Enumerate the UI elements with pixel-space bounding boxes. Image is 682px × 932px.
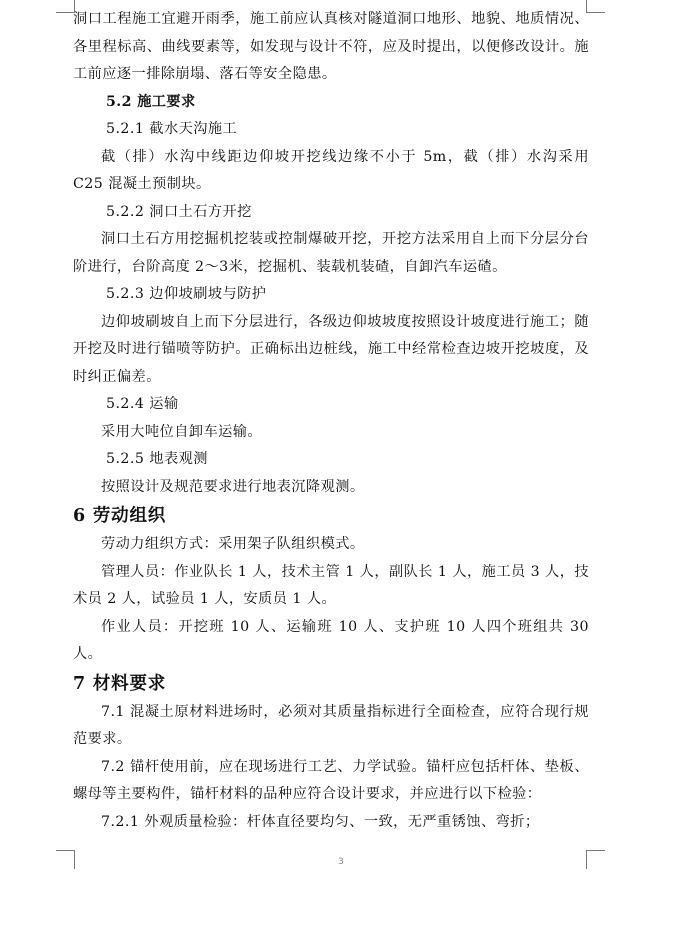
paragraph-5-2-5: 按照设计及规范要求进行地表沉降观测。: [101, 478, 365, 495]
paragraph-5-2-2: 洞口土石方用挖掘机挖装或控制爆破开挖，开挖方法采用自上而下分层分台阶进行，台阶高度 2～3米，挖掘机、装载机装碴，自卸汽车运碴。: [73, 231, 589, 275]
paragraph-portal-preparation: 洞口工程施工宜避开雨季，施工前应认真核对隧道洞口地形、地貌、地质情况、各里程标高、曲线要素等，如发现与设计不符，应及时提出，以便修改设计。施工前应逐一排除崩塌、落石等安全隐患。: [73, 11, 589, 82]
paragraph-7-1: 7.1 混凝土原材料进场时，必须对其质量指标进行全面检查，应符合现行规范要求。: [73, 703, 589, 747]
paragraph-5-2-3: 边仰坡刷坡自上而下分层进行，各级边仰坡坡度按照设计坡度进行施工；随开挖及时进行锚喷等防护。正确标出边桩线，施工中经常检查边坡开挖坡度，及时纠正偏差。: [73, 313, 589, 385]
heading-5-2: 5.2 施工要求: [106, 93, 196, 110]
subheading-5-2-3: 5.2.3 边仰坡刷坡与防护: [106, 286, 267, 302]
paragraph-7-2: 7.2 锚杆使用前，应在现场进行工艺、力学试验。锚杆应包括杆体、垫板、螺母等主要构件，锚杆材料的品种应符合设计要求，并应进行以下检验：: [73, 758, 589, 802]
heading-7: 7 材料要求: [73, 673, 167, 694]
subheading-5-2-2: 5.2.2 洞口土石方开挖: [106, 203, 252, 220]
subheading-5-2-4: 5.2.4 运输: [106, 396, 179, 412]
paragraph-7-2-1: 7.2.1 外观质量检验：杆体直径要均匀、一致，无严重锈蚀、弯折；: [101, 813, 540, 830]
heading-6: 6 劳动组织: [73, 506, 167, 526]
subheading-5-2-5: 5.2.5 地表观测: [106, 451, 208, 467]
paragraph-workers: 作业人员：开挖班 10 人、运输班 10 人、支护班 10 人四个班组共 30 人。: [73, 618, 589, 662]
paragraph-labor-mode: 劳动力组织方式：采用架子队组织模式。: [101, 536, 365, 552]
paragraph-management-staff: 管理人员：作业队长 1 人，技术主管 1 人，副队长 1 人，施工员 3 人，技术员 2 人，试验员 1 人，安质员 1 人。: [73, 563, 589, 607]
subheading-5-2-1: 5.2.1 截水天沟施工: [106, 121, 238, 137]
paragraph-5-2-1: 截（排）水沟中线距边仰坡开挖线边缘不小于 5m，截（排）水沟采用 C25 混凝土预制块。: [73, 148, 589, 192]
document-body: [73, 6, 589, 836]
page-number: 3: [338, 857, 344, 867]
paragraph-5-2-4: 采用大吨位自卸车运输。: [101, 423, 263, 440]
